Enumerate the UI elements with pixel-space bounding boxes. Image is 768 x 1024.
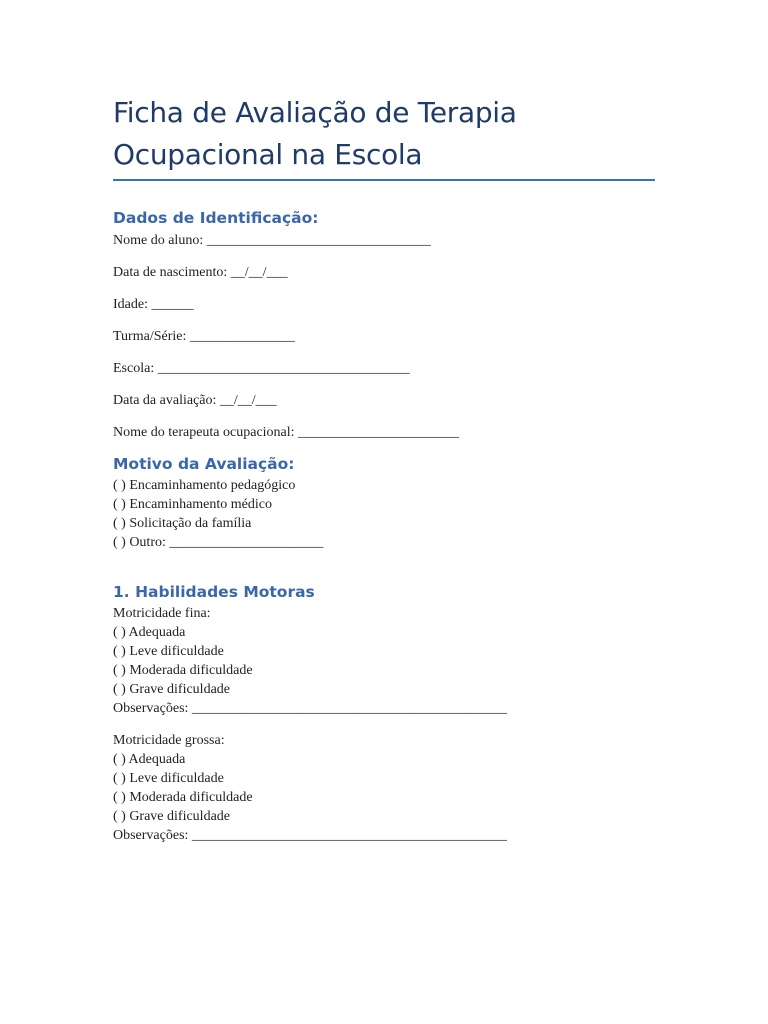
field-student-name: Nome do aluno: ________________________________ [113,233,431,248]
gross-motor-group [113,731,658,845]
document-title [113,92,658,176]
fine-motor-option-severe: ( ) Grave dificuldade [113,682,230,697]
gross-motor-option-mild: ( ) Leve dificuldade [113,771,224,786]
title-line-1: Ficha de Avaliação de Terapia [113,96,517,129]
fine-motor-group [113,604,658,718]
evaluation-reason-heading: Motivo da Avaliação: [113,455,295,473]
identification-section [113,209,658,442]
reason-option-family: ( ) Solicitação da família [113,516,252,531]
motor-skills-heading: 1. Habilidades Motoras [113,583,315,601]
field-therapist-name: Nome do terapeuta ocupacional: _______________________ [113,425,460,440]
gross-motor-option-adequate: ( ) Adequada [113,752,186,767]
reason-option-pedagogical: ( ) Encaminhamento pedagógico [113,478,296,493]
reason-option-other: ( ) Outro: ______________________ [113,535,324,550]
fine-motor-option-moderate: ( ) Moderada dificuldade [113,663,253,678]
field-class-grade: Turma/Série: _______________ [113,329,295,344]
gross-motor-option-severe: ( ) Grave dificuldade [113,809,230,824]
field-school: Escola: ____________________________________ [113,361,410,376]
evaluation-reason-section [113,455,658,552]
motor-skills-section [113,583,658,845]
gross-motor-observations: Observações: _____________________________________________ [113,828,507,843]
document-page [113,92,658,845]
title-underline [113,179,655,181]
fine-motor-label: Motricidade fina: [113,606,211,621]
field-age: Idade: ______ [113,297,194,312]
reason-option-medical: ( ) Encaminhamento médico [113,497,272,512]
field-evaluation-date: Data da avaliação: __/__/___ [113,393,277,408]
identification-heading: Dados de Identificação: [113,209,319,227]
title-line-2: Ocupacional na Escola [113,138,423,171]
gross-motor-option-moderate: ( ) Moderada dificuldade [113,790,253,805]
fine-motor-option-mild: ( ) Leve dificuldade [113,644,224,659]
field-birth-date: Data de nascimento: __/__/___ [113,265,288,280]
fine-motor-option-adequate: ( ) Adequada [113,625,186,640]
gross-motor-label: Motricidade grossa: [113,733,225,748]
fine-motor-observations: Observações: _____________________________________________ [113,701,507,716]
